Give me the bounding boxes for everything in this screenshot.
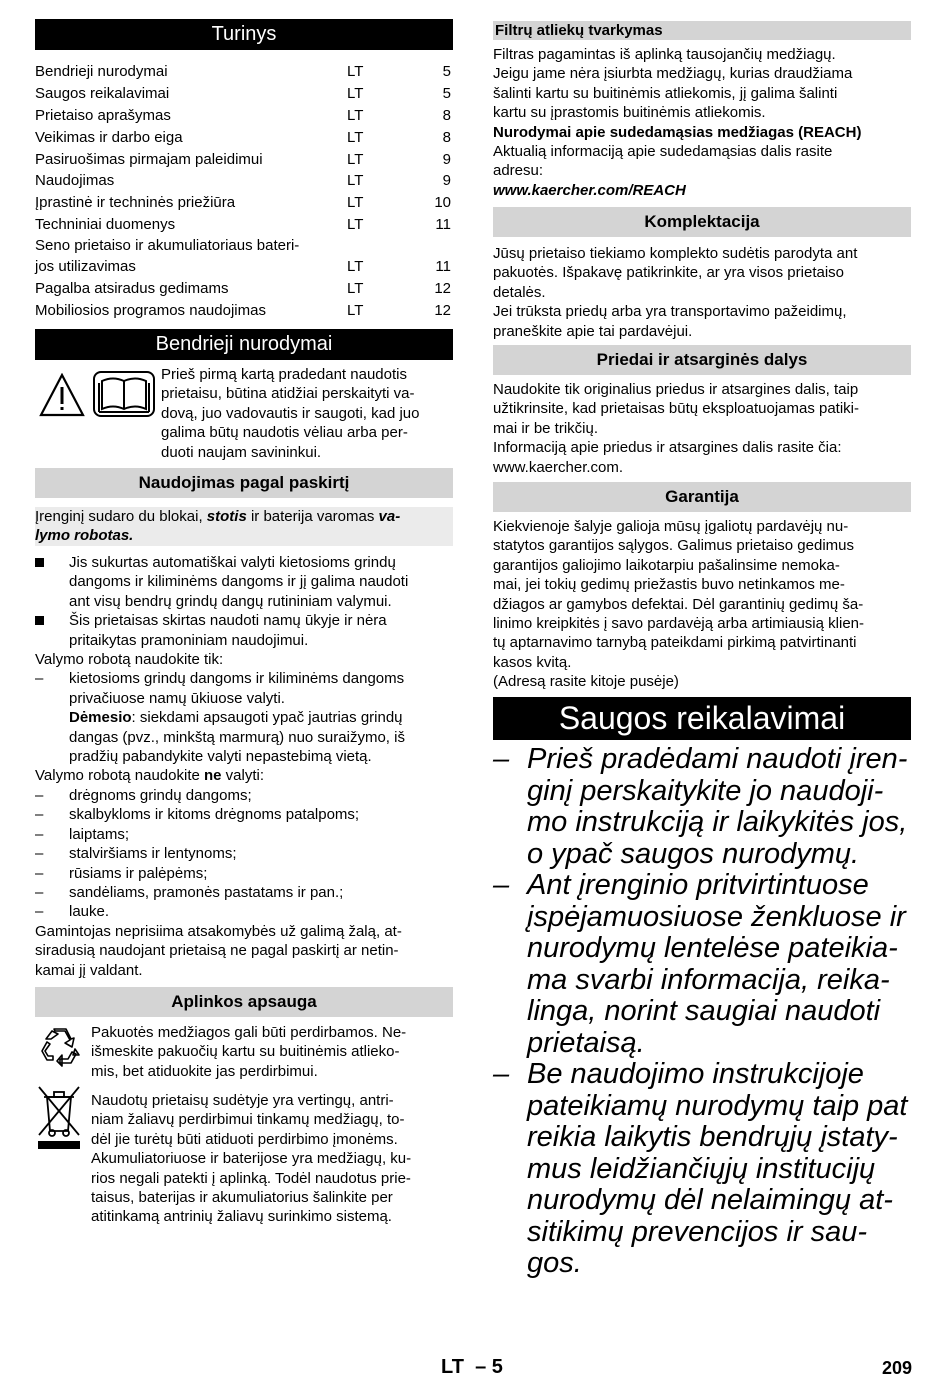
toc-entry[interactable]: Įprastinė ir techninės priežiūra LT 10 <box>35 194 451 212</box>
dash-item: – skalbykloms ir kitoms drėgnoms patalpoms; <box>35 806 360 824</box>
general-heading: Bendrieji nurodymai <box>35 329 453 360</box>
bullet-item: Jis sukurtas automatiškai valyti kietosioms grindų dangoms ir kiliminėms dangoms ir jį galima naudoti ant visų bendrų grindų dangų rutininiam valymui. <box>35 553 453 611</box>
scope-heading: Komplektacija <box>493 207 911 237</box>
toc-entry[interactable]: Seno prietaiso ir akumuliatoriaus bateri- <box>35 237 300 255</box>
dash-item: – laiptams; <box>35 825 130 843</box>
intended-intro: Įrenginį sudaro du blokai, stotis ir baterija varomas va- lymo robotas. <box>35 507 453 546</box>
square-bullet-icon <box>35 616 44 625</box>
square-bullet-icon <box>35 558 44 567</box>
filter-disposal-text: Filtras pagamintas iš aplinką tausojančių medžiagų. Jeigu jame nėra įsiurbta medžiagų, kurias draudžiama šalinti kartu su buitinėmis atliekomis, jį galima šalinti kartu su įprastomis buitinėmis atliekomis. Nurodymai apie sudedamąsias medžiagas (REACH) Aktualią informaciją apie sudedamąsias dalis rasite adresu: www.kaercher.com/REACH <box>493 46 862 199</box>
safety-item: – Prieš pradėdami naudoti įren- ginį perskaitykite jo naudoji- mo instrukciją ir laikykitės jos, o ypač saugos nurodymų. <box>493 743 908 870</box>
toc-entry[interactable]: Pagalba atsiradus gedimams LT 12 <box>35 280 451 298</box>
warranty-heading: Garantija <box>493 482 911 512</box>
toc-heading: Turinys <box>35 19 453 50</box>
accessories-link[interactable]: www.kaercher.com. <box>493 458 624 476</box>
general-text: Prieš pirmą kartą pradedant naudotis prietaisu, būtina atidžiai perskaityti va- dovą, juo vadovautis ir saugoti, kad juo galima būtų naudotis vėliau arba per- duoti naujam savininkui. <box>161 366 420 461</box>
toc-entry[interactable]: Veikimas ir darbo eiga LT 8 <box>35 128 451 146</box>
toc-entry[interactable]: Techniniai duomenys LT 11 <box>35 216 451 234</box>
dash-item: – lauke. <box>35 903 110 921</box>
dash-item: – drėgnoms grindų dangoms; <box>35 786 252 804</box>
bullet-item: Šis prietaisas skirtas naudoti namų ūkyje ir nėra pritaikytas pramoniniam naudojimui. <box>35 611 453 650</box>
toc-entry[interactable]: Saugos reikalavimai LT 5 <box>35 84 451 102</box>
reach-link[interactable]: www.kaercher.com/REACH <box>493 181 686 199</box>
environment-text-packaging: Pakuotės medžiagos gali būti perdirbamos. Ne- išmeskite pakuočių kartu su buitinėmis atlieko- mis, bet atiduokite jas perdirbimui. <box>91 1024 407 1080</box>
toc-entry[interactable]: Bendrieji nurodymai LT 5 <box>35 63 451 80</box>
intended-body: Jis sukurtas automatiškai valyti kietosioms grindų dangoms ir kiliminėms dangoms ir jį galima naudoti ant visų bendrų grindų dangų rutininiam valymui. Šis prietaisas skirtas naudoti namų ūkyje ir nėra pritaikytas pramoniniam naudojimui. Valymo robotą naudokite tik: – kietosioms grindų dangoms ir kiliminėms dangoms privačiuose namų ūkiuose valyti. Dėmesio: siekdami apsaugoti ypač jautrias grindų dangas (pvz., minkštą marmurą) nuo suraižymo, iš pradžių pabandykite valyti nepastebimą vietą. Valymo robotą naudokite ne valyti: – drėgnoms grindų dangoms; – skalbykloms ir kitoms drėgnoms patalpoms; – laiptams; – stalviršiams ir lentynoms; – rūsiams ir palėpėms; – sandėliams, pramonės pastatams ir pan.; – lauke. Gamintojas neprisiima atsakomybės už galimą žalą, at- siradusią naudojant prietaisą ne pagal paskirtį ar netin- kamai jį valdant. <box>35 553 453 980</box>
dash-item: – kietosioms grindų dangoms ir kiliminėms dangoms privačiuose namų ūkiuose valyti. Dėmesio: siekdami apsaugoti ypač jautrias grindų dangas (pvz., minkštą marmurą) nuo suraižymo, iš pradžių pabandykite valyti nepastebimą vietą. <box>35 670 405 766</box>
footer-lang-page: LT – 5 <box>441 1356 503 1378</box>
toc-entry[interactable]: Pasiruošimas pirmajam paleidimui LT 9 <box>35 150 451 168</box>
safety-item: – Be naudojimo instrukcijoje pateikiamų nurodymų taip pat reikia laikytis bendrųjų įstaty- mus leidžiančiųjų institucijų nurodymų dėl nelaimingų at- sitikimų prevencijos ir sau- gos. <box>493 1058 908 1279</box>
toc-entry-continued[interactable]: jos utilizavimas LT 11 <box>35 258 451 276</box>
warning-icon <box>39 373 85 417</box>
crossed-bin-icon <box>37 1083 81 1153</box>
page-number: 209 <box>881 1358 912 1378</box>
recycle-icon <box>38 1025 82 1069</box>
scope-text: Jūsų prietaiso tiekiamo komplekto sudėtis parodyta ant pakuotės. Išpakavę patikrinkite, ar yra visos prietaiso detalės. Jei trūksta priedų arba yra transportavimo pažeidimų, praneškite apie tai pardavėjui. <box>493 245 858 340</box>
manual-icon <box>93 371 155 417</box>
dash-item: – sandėliams, pramonės pastatams ir pan.; <box>35 883 344 901</box>
toc-entry[interactable]: Prietaiso aprašymas LT 8 <box>35 106 451 124</box>
filter-disposal-heading: Filtrų atliekų tvarkymas <box>493 21 911 40</box>
accessories-heading: Priedai ir atsarginės dalys <box>493 345 911 375</box>
toc-list <box>35 61 453 322</box>
environment-text-disposal: Naudotų prietaisų sudėtyje yra vertingų, antri- niam žaliavų perdirbimui tinkamų medžiagų, to- dėl jie turėtų būti atiduoti perdirbimo įmonėms. Akumuliatoriuose ir baterijose yra medžiagų, ku- rios negali patekti į aplinką. Todėl naudotus prie- taisus, baterijas ir akumuliatorius šalinkite per atitinkamą antrinių žaliavų surinkimo sistemą. <box>91 1092 412 1226</box>
dash-item: – rūsiams ir palėpėms; <box>35 864 208 882</box>
environment-heading: Aplinkos apsauga <box>35 987 453 1017</box>
toc-entry[interactable]: Mobiliosios programos naudojimas LT 12 <box>35 302 451 320</box>
toc-entry[interactable]: Naudojimas LT 9 <box>35 172 451 190</box>
safety-text <box>493 744 911 1280</box>
intended-use-heading: Naudojimas pagal paskirtį <box>35 468 453 498</box>
safety-heading: Saugos reikalavimai <box>493 697 911 740</box>
accessories-text: Naudokite tik originalius priedus ir atsargines dalis, taip užtikrinsite, kad prietaisas būtų eksploatuojamas patiki- mai ir be trikčių. Informaciją apie priedus ir atsargines dalis rasite čia: www.kaercher.com. <box>493 381 860 476</box>
reach-heading: Nurodymai apie sudedamąsias medžiagas (REACH) <box>493 123 862 141</box>
dash-item: – stalviršiams ir lentynoms; <box>35 845 237 863</box>
safety-item: – Ant įrenginio pritvirtintuose įspėjamuosiuose ženkluose ir nurodymų lentelėse pateikia- ma svarbi informacija, reika- linga, norint saugiai naudoti prietaisą. <box>493 869 906 1059</box>
warranty-text: Kiekvienoje šalyje galioja mūsų įgaliotų pardavėjų nu- statytos garantijos sąlygos. Galimus prietaiso gedimus garantijos galiojimo laikotarpiu pašalinsime nemoka- mai, jei tokių gedimų priežastis buvo netinkamos me- džiagos ar gamybos defektai. Dėl garantinių gedimų ša- linimo kreipkitės į savo pardavėją arba artimiausią klien- tų aptarnavimo tarnybą pateikdami pirkimą patvirtinanti kasos kvitą. (Adresą rasite kitoje pusėje) <box>493 518 864 691</box>
